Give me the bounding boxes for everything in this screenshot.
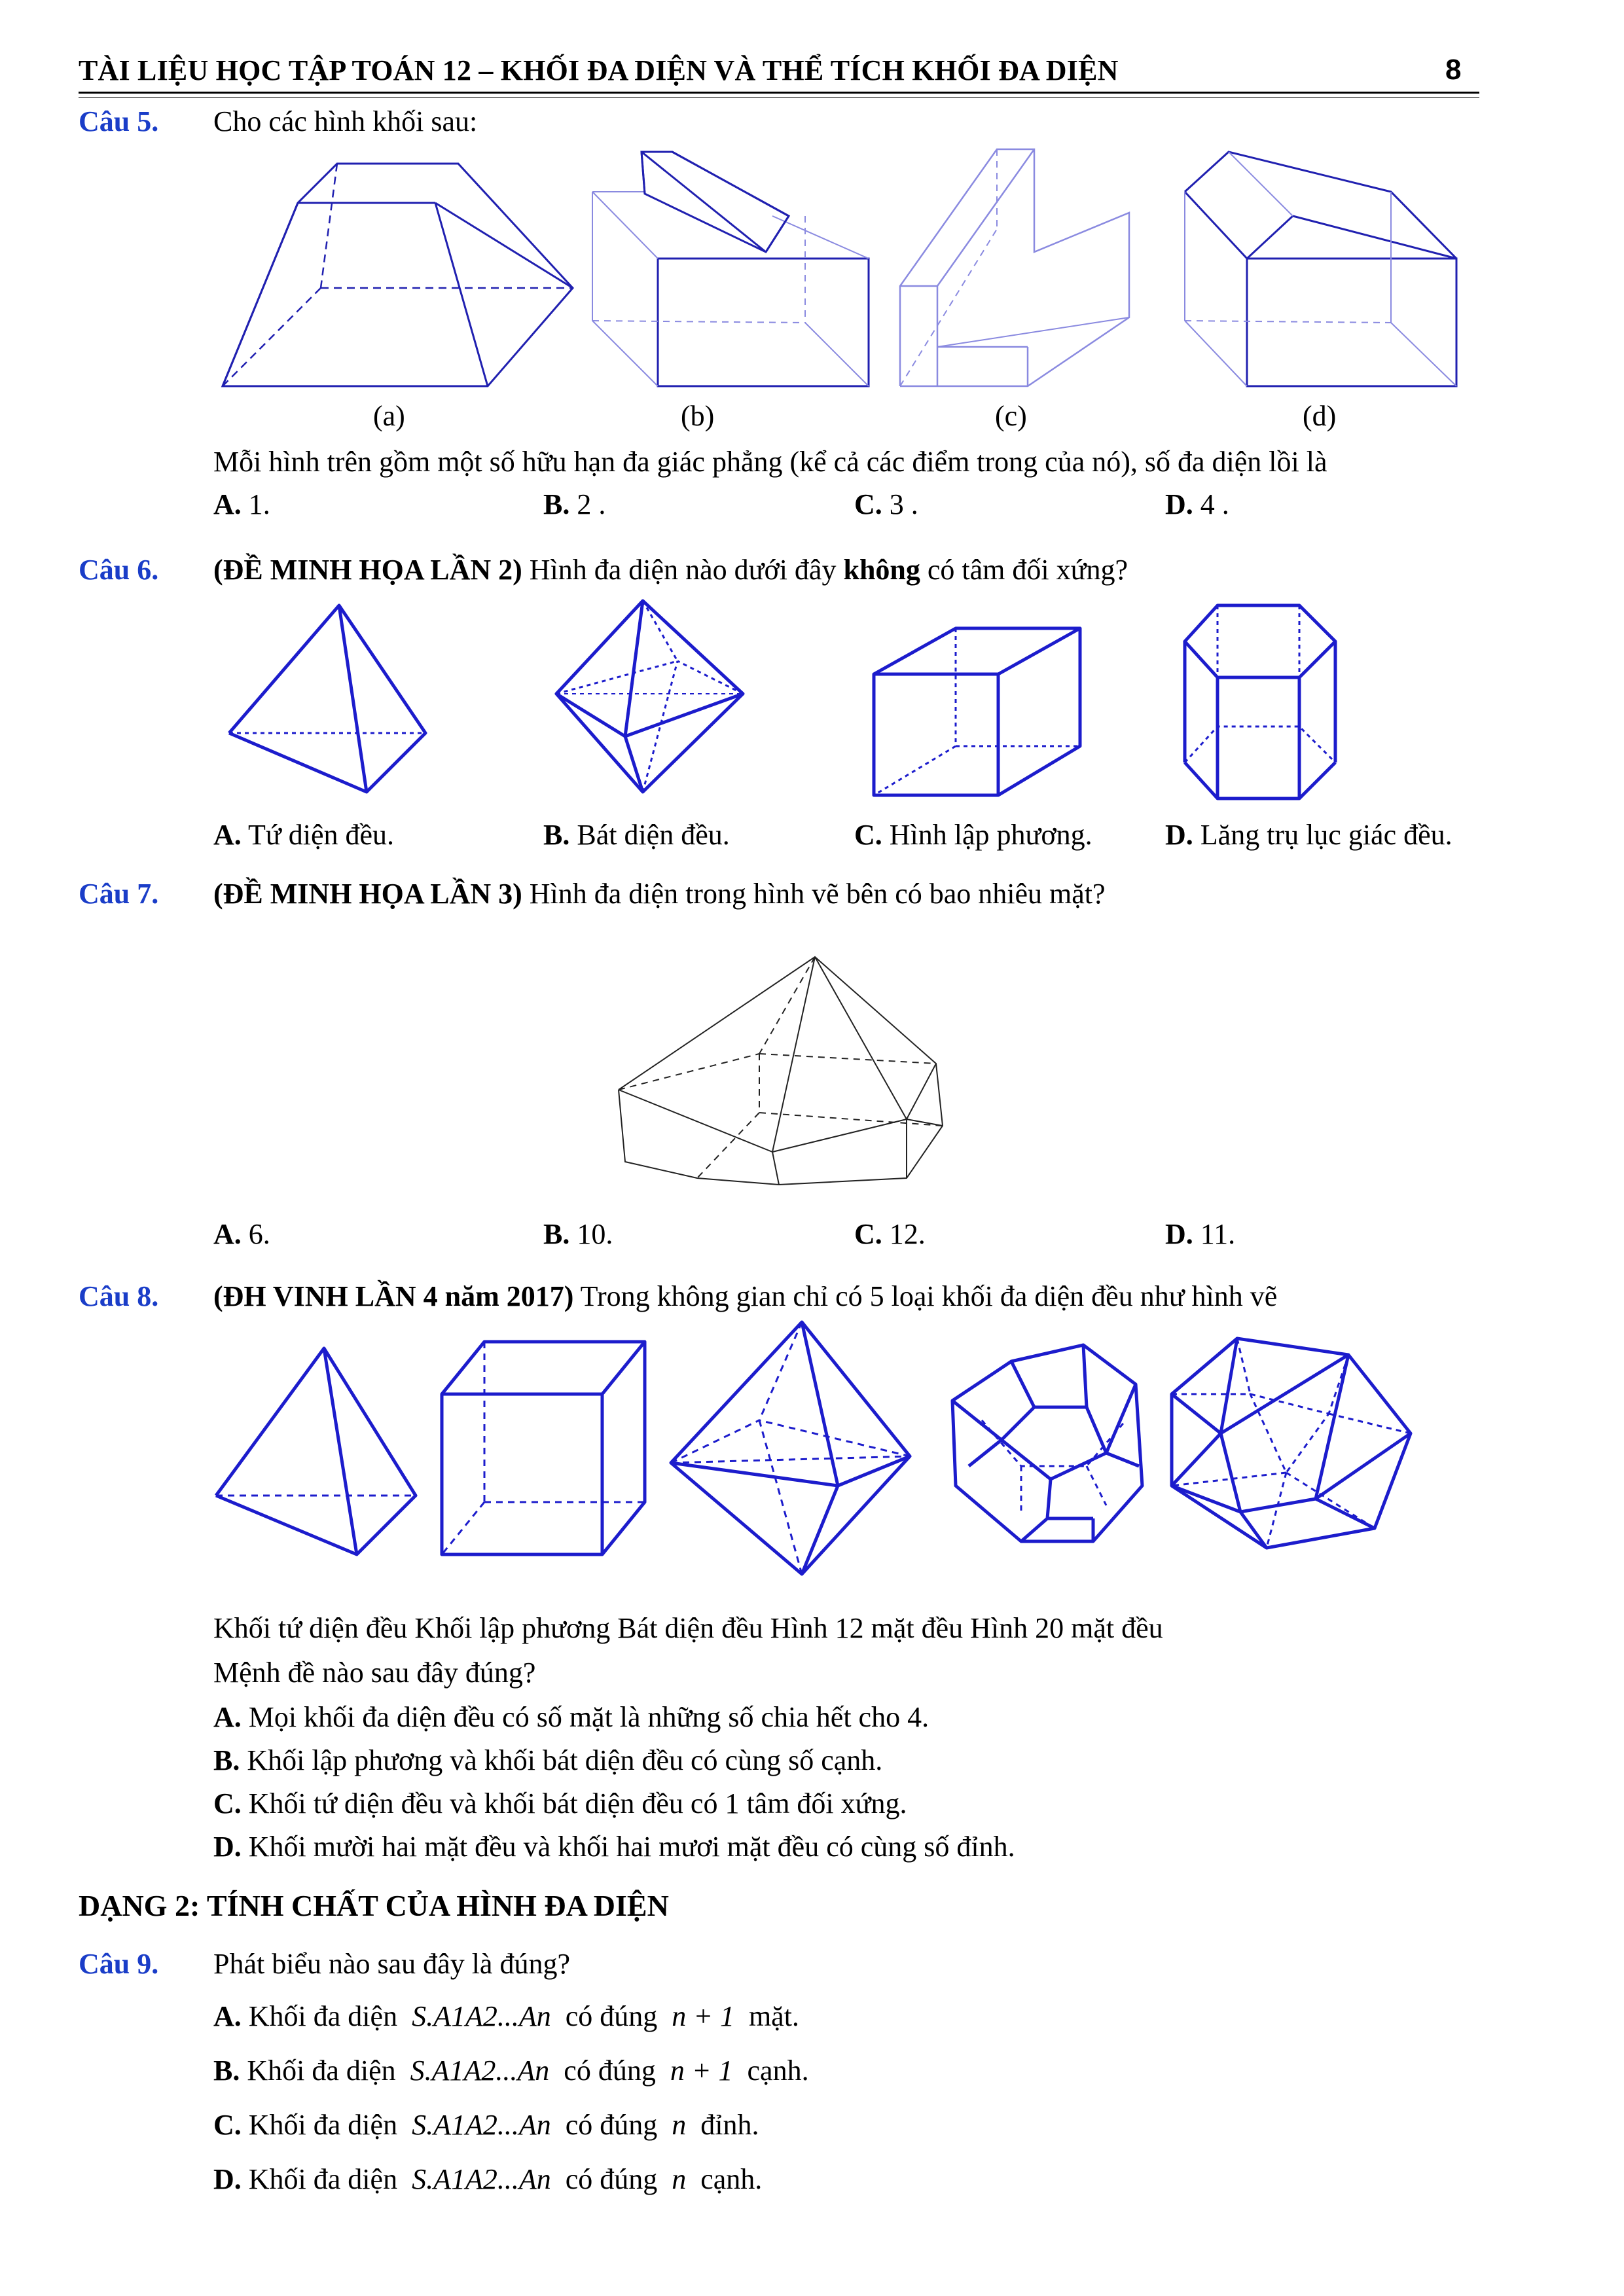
q7-option-b[interactable]: B. 10. bbox=[543, 1218, 613, 1250]
q5-question: Mỗi hình trên gồm một số hữu hạn đa giác phẳng (kể cả các điểm trong của nó), số đa diện lồi là bbox=[213, 446, 1327, 478]
q5-option-d[interactable]: D. 4 . bbox=[1165, 488, 1229, 520]
q9-option-c[interactable]: C. Khối đa diện S.A1A2...An có đúng n đỉnh. bbox=[213, 2109, 759, 2141]
q8-question: Mệnh đề nào sau đây đúng? bbox=[213, 1657, 536, 1689]
q8-solid-names: Khối tứ diện đều Khối lập phương Bát diện đều Hình 12 mặt đều Hình 20 mặt đều bbox=[213, 1612, 1163, 1644]
caption-c: (c) bbox=[995, 400, 1027, 432]
solid-cube bbox=[442, 1342, 645, 1554]
q6-option-d[interactable]: D. Lăng trụ lục giác đều. bbox=[1165, 819, 1453, 851]
q9-option-d[interactable]: D. Khối đa diện S.A1A2...An có đúng n cạnh. bbox=[213, 2163, 763, 2195]
q9-option-b[interactable]: B. Khối đa diện S.A1A2...An có đúng n + 1 cạnh. bbox=[213, 2054, 809, 2087]
q6-option-a[interactable]: A. Tứ diện đều. bbox=[213, 819, 395, 851]
solid-dodecahedron bbox=[952, 1345, 1142, 1541]
q9-label: Câu 9. bbox=[79, 1948, 159, 1980]
q6-option-b[interactable]: B. Bát diện đều. bbox=[543, 819, 730, 851]
solid-octahedron bbox=[671, 1322, 910, 1574]
q6-text: (ĐỀ MINH HỌA LẦN 2) Hình đa diện nào dưới đây không có tâm đối xứng? bbox=[213, 554, 1128, 586]
q5-option-b[interactable]: B. 2 . bbox=[543, 488, 606, 520]
q7-option-c[interactable]: C. 12. bbox=[854, 1218, 926, 1250]
q6-option-c[interactable]: C. Hình lập phương. bbox=[854, 819, 1092, 851]
caption-d: (d) bbox=[1303, 400, 1337, 432]
solid-icosahedron bbox=[1172, 1338, 1411, 1548]
q7-text: (ĐỀ MINH HỌA LẦN 3) Hình đa diện trong hình vẽ bên có bao nhiêu mặt? bbox=[213, 878, 1106, 910]
q5-option-a[interactable]: A. 1. bbox=[213, 488, 270, 520]
q8-option-a[interactable]: A. Mọi khối đa diện đều có số mặt là những số chia hết cho 4. bbox=[213, 1701, 929, 1733]
q5-label: Câu 5. bbox=[79, 105, 159, 137]
q9-formula: S.A1A2...An bbox=[412, 2000, 551, 2032]
q8-option-d[interactable]: D. Khối mười hai mặt đều và khối hai mươi mặt đều có cùng số đỉnh. bbox=[213, 1831, 1015, 1863]
solid-tetrahedron bbox=[216, 1348, 416, 1554]
q8-option-b[interactable]: B. Khối lập phương và khối bát diện đều có cùng số cạnh. bbox=[213, 1744, 883, 1776]
q8-text: (ĐH VINH LẦN 4 năm 2017) Trong không gian chỉ có 5 loại khối đa diện đều như hình vẽ bbox=[213, 1280, 1278, 1312]
q5-option-c[interactable]: C. 3 . bbox=[854, 488, 918, 520]
page-header-title: TÀI LIỆU HỌC TẬP TOÁN 12 – KHỐI ĐA DIỆN VÀ THỂ TÍCH KHỐI ĐA DIỆN bbox=[79, 54, 1119, 86]
q8-label: Câu 8. bbox=[79, 1280, 159, 1312]
q9-text: Phát biểu nào sau đây là đúng? bbox=[213, 1948, 570, 1980]
caption-b: (b) bbox=[681, 400, 715, 432]
q6-label: Câu 6. bbox=[79, 554, 159, 586]
q8-option-c[interactable]: C. Khối tứ diện đều và khối bát diện đều có 1 tâm đối xứng. bbox=[213, 1787, 907, 1820]
q9-option-a[interactable]: A. Khối đa diện S.A1A2...An có đúng n + 1 mặt. bbox=[213, 2000, 799, 2032]
page-number: 8 bbox=[1445, 54, 1462, 86]
caption-a: (a) bbox=[373, 400, 405, 432]
q7-option-d[interactable]: D. 11. bbox=[1165, 1218, 1236, 1250]
q7-label: Câu 7. bbox=[79, 878, 159, 910]
q7-option-a[interactable]: A. 6. bbox=[213, 1218, 270, 1250]
q5-text: Cho các hình khối sau: bbox=[213, 105, 478, 137]
section-title: DẠNG 2: TÍNH CHẤT CỦA HÌNH ĐA DIỆN bbox=[79, 1889, 669, 1922]
